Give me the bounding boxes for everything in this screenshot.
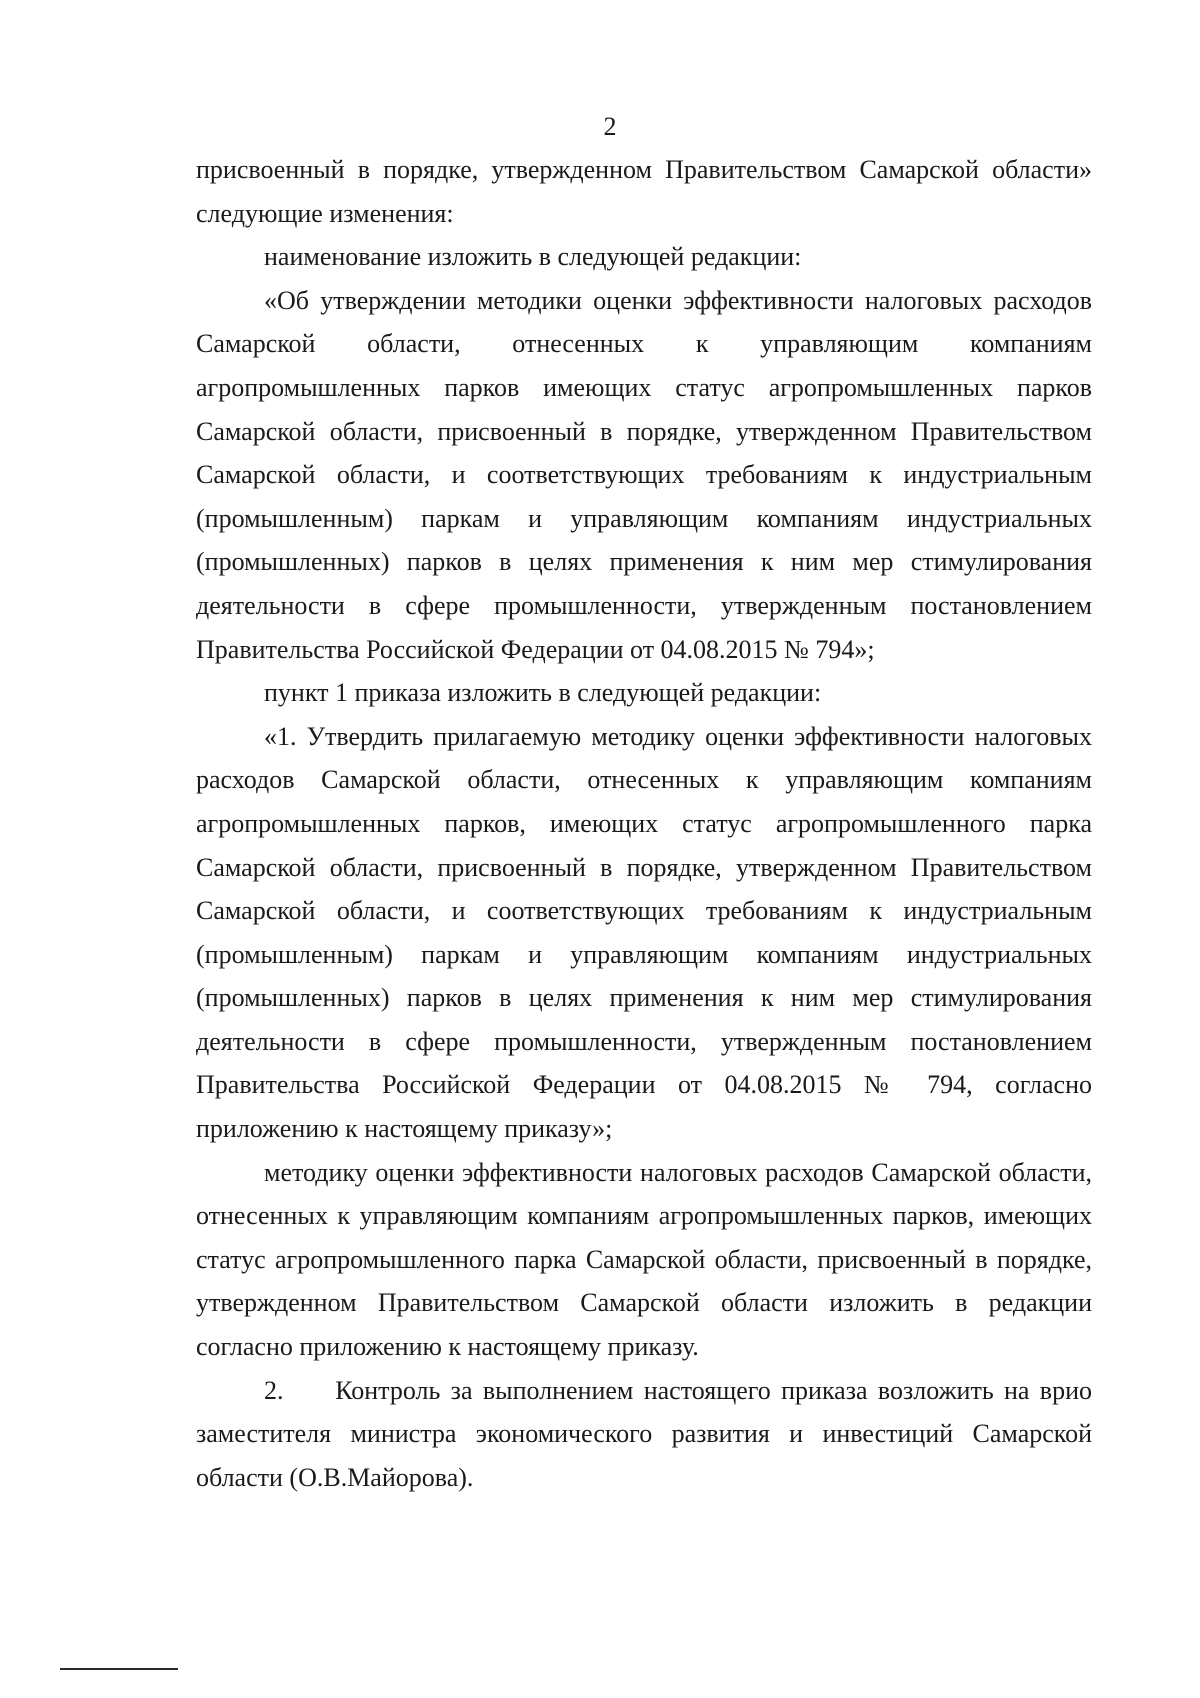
document-body bbox=[196, 148, 1092, 1499]
paragraph-item1-change: пункт 1 приказа изложить в следующей редакции: bbox=[264, 678, 822, 708]
paragraph-item1-text: «1. Утвердить прилагаемую методику оценки эффективности налоговых расходов Самарской области, отнесенных к управляющим компаниям агропромышленных парков, имеющих статус агропромышленного парка Самарской области, присвоенный в порядке, утвержденном Правительством Самарской области, и соответствующих требованиям к индустриальным (промышленным) паркам и управляющим компаниям индустриальных (промышленных) парков в целях применения к ним мер стимулирования деятельности в сфере промышленности, утвержденным постановлением Правительства Российской Федерации от 04.08.2015 № 794, согласно приложению к настоящему приказу»; bbox=[196, 721, 1092, 1144]
paragraph-new-title: «Об утверждении методики оценки эффективности налоговых расходов Самарской области, отнесенных к управляющим компаниям агропромышленных парков имеющих статус агропромышленных парков Самарской области, присвоенный в порядке, утвержденном Правительством Самарской области, и соответствующих требованиям к индустриальным (промышленным) паркам и управляющим компаниям индустриальных (промышленных) парков в целях применения к ним мер стимулирования деятельности в сфере промышленности, утвержденным постановлением Правительства Российской Федерации от 04.08.2015 № 794»; bbox=[196, 285, 1092, 664]
page-number: 2 bbox=[603, 112, 617, 141]
paragraph-item2-control: 2. Контроль за выполнением настоящего приказа возложить на врио заместителя министра экономического развития и инвестиций Самарской области (О.В.Майорова). bbox=[196, 1375, 1092, 1492]
paragraph-methodology: методику оценки эффективности налоговых расходов Самарской области, отнесенных к управляющим компаниям агропромышленных парков, имеющих статус агропромышленного парка Самарской области, присвоенный в порядке, утвержденном Правительством Самарской области изложить в редакции согласно приложению к настоящему приказу. bbox=[196, 1157, 1092, 1362]
paragraph-title-change: наименование изложить в следующей редакции: bbox=[264, 242, 802, 272]
footnote-separator-line bbox=[60, 1668, 178, 1670]
paragraph-intro: присвоенный в порядке, утвержденном Правительством Самарской области» следующие изменения: bbox=[196, 155, 1092, 228]
